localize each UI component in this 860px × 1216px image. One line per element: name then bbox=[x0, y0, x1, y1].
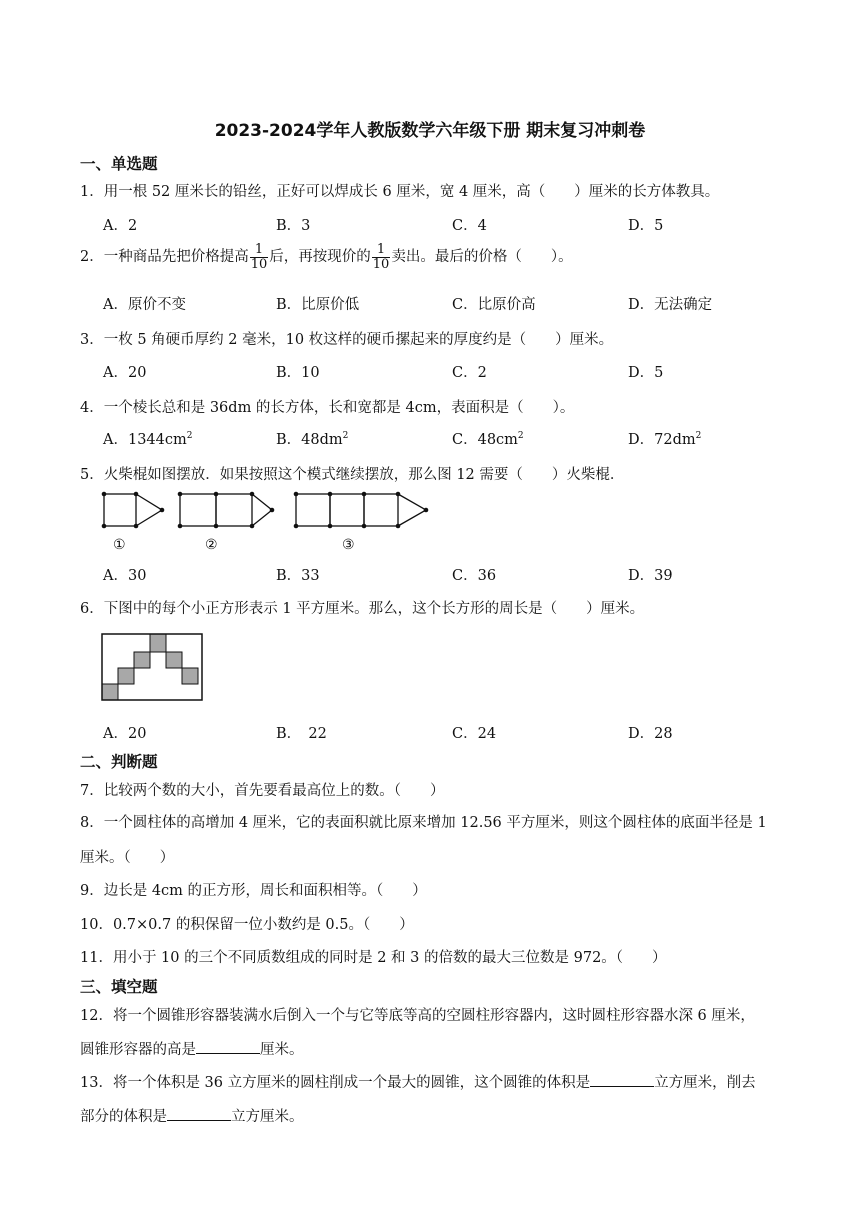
superscript-2: 2 bbox=[186, 431, 193, 442]
q13-text-pre2: 部分的体积是 bbox=[80, 1109, 167, 1125]
q12-text-post: 厘米。 bbox=[260, 1042, 304, 1058]
q5-option-b: B．33 bbox=[276, 568, 320, 584]
figure-label-3: ③ bbox=[342, 537, 355, 553]
answer-blank[interactable] bbox=[590, 1072, 654, 1087]
q4-option-c-text: C．48cm bbox=[452, 432, 518, 448]
q2-option-b: B．比原价低 bbox=[276, 297, 360, 313]
answer-blank[interactable] bbox=[196, 1039, 260, 1054]
question-8: 8．一个圆柱体的高增加 4 厘米，它的表面积就比原来增加 12.56 平方厘米，则这个圆柱体的底面半径是 1 bbox=[80, 815, 767, 831]
question-13 bbox=[80, 1071, 756, 1092]
fraction-numerator: 1 bbox=[372, 243, 391, 258]
section-heading-true-false: 二、判断题 bbox=[80, 753, 158, 771]
question-2 bbox=[80, 243, 573, 271]
q3-option-d: D．5 bbox=[628, 365, 664, 381]
q4-option-a-text: A．1344cm bbox=[103, 432, 187, 448]
q2-option-d: D．无法确定 bbox=[628, 297, 713, 313]
figure-label-1: ① bbox=[113, 537, 126, 553]
section-heading-fill-blank: 三、填空题 bbox=[80, 978, 158, 996]
q2-option-c: C．比原价高 bbox=[452, 297, 536, 313]
q3-option-a: A．20 bbox=[103, 365, 147, 381]
question-6: 6．下图中的每个小正方形表示 1 平方厘米。那么，这个长方形的周长是（ ）厘米。 bbox=[80, 601, 645, 617]
q3-option-c: C．2 bbox=[452, 365, 487, 381]
page-title: 2023-2024学年人教版数学六年级下册 期末复习冲刺卷 bbox=[214, 121, 646, 141]
q5-option-c: C．36 bbox=[452, 568, 497, 584]
q3-option-b: B．10 bbox=[276, 365, 320, 381]
q1-option-b: B．3 bbox=[276, 218, 311, 234]
q4-option-b-text: B．48dm bbox=[276, 432, 343, 448]
q4-option-c bbox=[452, 428, 524, 449]
question-13-continued bbox=[80, 1105, 304, 1126]
q6-option-d: D．28 bbox=[628, 726, 673, 742]
question-8-continued: 厘米。（ ） bbox=[80, 850, 175, 866]
answer-blank[interactable] bbox=[167, 1106, 231, 1121]
fraction-denominator: 10 bbox=[372, 256, 390, 272]
question-12-continued bbox=[80, 1038, 304, 1059]
q6-option-a: A．20 bbox=[103, 726, 147, 742]
question-7: 7．比较两个数的大小，首先要看最高位上的数。（ ） bbox=[80, 783, 445, 799]
q13-text-pre: 13．将一个体积是 36 立方厘米的圆柱削成一个最大的圆锥，这个圆锥的体积是 bbox=[80, 1075, 591, 1091]
question-11: 11．用小于 10 的三个不同质数组成的同时是 2 和 3 的倍数的最大三位数是 972。（ ） bbox=[80, 950, 667, 966]
grid-rectangle-figure bbox=[100, 632, 204, 702]
q1-option-c: C．4 bbox=[452, 218, 487, 234]
question-10: 10．0.7×0.7 的积保留一位小数约是 0.5。（ ） bbox=[80, 917, 414, 933]
fraction-numerator: 1 bbox=[250, 243, 269, 258]
q2-text-mid: 后，再按现价的 bbox=[269, 249, 371, 266]
q1-option-a: A．2 bbox=[103, 218, 138, 234]
q6-option-c: C．24 bbox=[452, 726, 497, 742]
fraction-one-tenth bbox=[372, 243, 391, 271]
question-1: 1．用一根 52 厘米长的铅丝，正好可以焊成长 6 厘米，宽 4 厘米，高（ ）厘米的长方体教具。 bbox=[80, 184, 720, 200]
q12-text-pre: 圆锥形容器的高是 bbox=[80, 1042, 196, 1058]
fraction-one-tenth bbox=[250, 243, 269, 271]
q13-text-post: 立方厘米。 bbox=[231, 1109, 304, 1125]
q4-option-b bbox=[276, 428, 348, 449]
matchstick-pattern-figure bbox=[96, 486, 436, 558]
q5-option-a: A．30 bbox=[103, 568, 147, 584]
superscript-2: 2 bbox=[342, 431, 349, 442]
q13-text-mid: 立方厘米，削去 bbox=[654, 1075, 756, 1091]
q6-option-b: B． 22 bbox=[276, 726, 327, 742]
figure-label-2: ② bbox=[205, 537, 218, 553]
superscript-2: 2 bbox=[517, 431, 524, 442]
section-heading-single-choice: 一、单选题 bbox=[80, 155, 158, 173]
q2-text-pre: 2．一种商品先把价格提高 bbox=[80, 249, 249, 266]
q4-option-a bbox=[103, 428, 192, 449]
question-3: 3．一枚 5 角硬币厚约 2 毫米，10 枚这样的硬币摞起来的厚度约是（ ）厘米。 bbox=[80, 332, 614, 348]
q4-option-d-text: D．72dm bbox=[628, 432, 696, 448]
question-4: 4．一个棱长总和是 36dm 的长方体，长和宽都是 4cm，表面积是（ ）。 bbox=[80, 400, 575, 416]
q4-option-d bbox=[628, 428, 701, 449]
q5-option-d: D．39 bbox=[628, 568, 673, 584]
superscript-2: 2 bbox=[695, 431, 702, 442]
q2-option-a: A．原价不变 bbox=[103, 297, 186, 313]
fraction-denominator: 10 bbox=[250, 256, 268, 272]
question-12: 12．将一个圆锥形容器装满水后倒入一个与它等底等高的空圆柱形容器内，这时圆柱形容器水深 6 厘米， bbox=[80, 1008, 755, 1024]
q2-text-post: 卖出。最后的价格（ ）。 bbox=[391, 249, 573, 266]
q1-option-d: D．5 bbox=[628, 218, 664, 234]
question-9: 9．边长是 4cm 的正方形，周长和面积相等。（ ） bbox=[80, 883, 427, 899]
question-5: 5．火柴棍如图摆放．如果按照这个模式继续摆放，那么图 12 需要（ ）火柴棍． bbox=[80, 467, 625, 483]
